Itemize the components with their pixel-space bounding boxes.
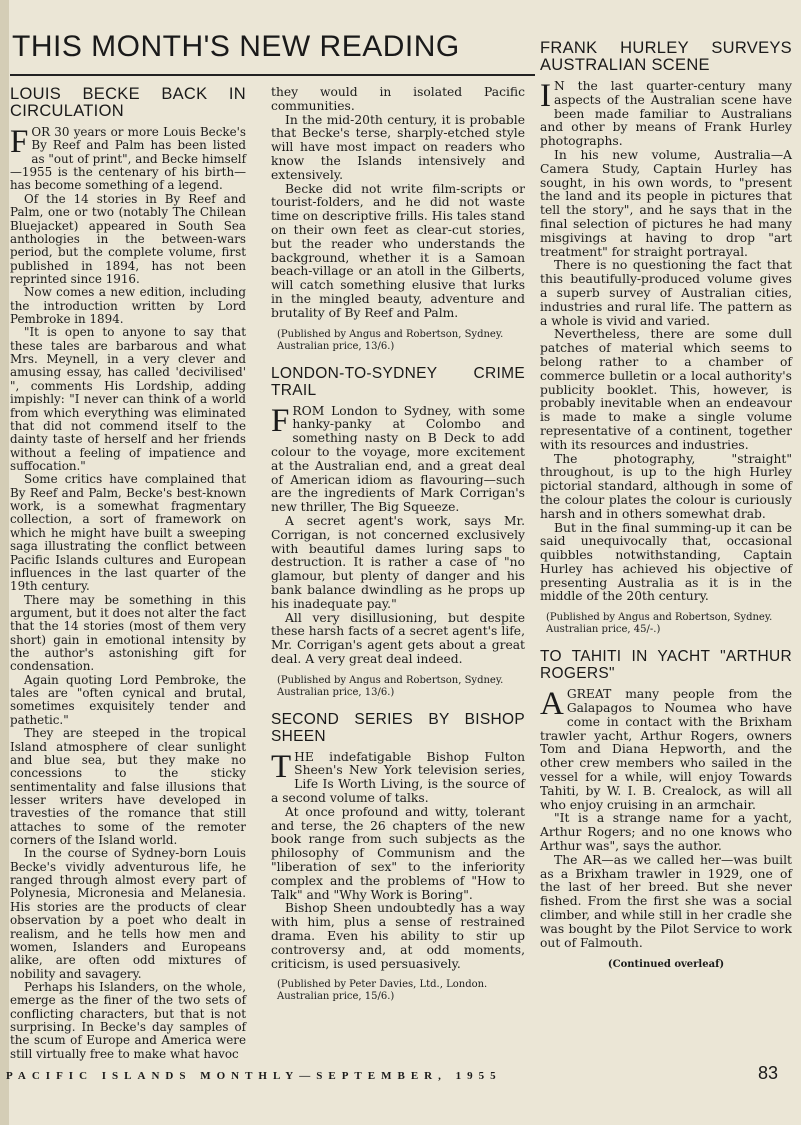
paragraph-text: ROM London to Sydney, with some hanky-panky at Colombo and something nasty on B Deck to add colour to the voyage, more excitement at the Australian end, and a great deal of American idiom as flavouring—such are the ingredients of Mark Corrigan's new thriller, The Big Squeeze. (271, 403, 525, 515)
paragraph: All very disillusioning, but despite these harsh facts of a secret agent's life, Mr. Corrigan's agent gets about a great deal. A very great deal indeed. (271, 610, 525, 666)
paragraph: In his new volume, Australia—A Camera Study, Captain Hurley has sought, in his own words, to "present the land and its people in pictures that tell the story", and he says that in the final selection of pictures he had many misgivings at having to drop "art treatment" for straight portrayal. (540, 147, 792, 259)
paragraph: "It is open to anyone to say that these tales are barbarous and what Mrs. Meynell, in a very clever and amusing essay, has called 'decivilised' ", comments His Lordship, adding impishly: "I never can think of a world from which everything was eliminated that did not commend itself to the dainty taste of herself and her friends without a feeling of impatience and suffocation." (10, 325, 246, 473)
paragraph (271, 748, 525, 806)
paragraph: But in the final summing-up it can be said unequivocally that, occasional quibbles notwithstanding, Captain Hurley has achieved his objective of presenting Australia as it is in the middle of the 20th century. (540, 520, 792, 604)
article-headline-crime-trail: LONDON-TO-SYDNEY CRIME TRAIL (271, 364, 525, 399)
publisher-note: (Published by Peter Davies, Ltd., London. Australian price, 15/6.) (277, 979, 488, 1003)
paragraph: A secret agent's work, says Mr. Corrigan, is not concerned exclusively with beautiful dames luring saps to destruction. It is rather a case of "no glamour, but plenty of danger and his bank balance dwindling as he props up his inadequate pay." (271, 513, 525, 611)
paragraph: They are steeped in the tropical Island atmosphere of clear sunlight and blue sea, but they make no concessions to the sticky sentimentality and false illusions that lesser writers have developed in travesties of the romance that still attaches to some of the remoter corners of the Island world. (10, 726, 246, 848)
column-1 (10, 86, 246, 1061)
publisher-note: (Published by Angus and Robertson, Sydney. Australian price, 13/6.) (277, 674, 504, 698)
article-headline-hurley: FRANK HURLEY SURVEYS AUSTRALIAN SCENE (540, 39, 792, 74)
drop-cap: F (271, 402, 290, 439)
paragraph-text: N the last quarter-century many aspects of the Australian scene have been made familiar to Australians and other by means of Frank Hurley photographs. (540, 79, 792, 149)
paragraph: The AR—as we called her—was built as a Brixham trawler in 1929, one of the last of her breed. But she never fished. From the first she was a social climber, and while still in her cradle she was bought by the Pilot Service to work out of Falmouth. (540, 852, 792, 950)
continued-note: (Continued overleaf) (607, 959, 725, 971)
paragraph: There may be something in this argument, but it does not alter the fact that the 14 stories (most of them very short) gain in emotional intensity by the author's astonishing gift for condensation. (10, 592, 246, 674)
paragraph-text: GREAT many people from the Galapagos to Noumea who have come in contact with the Brixham trawler yacht, Arthur Rogers, owners Tom and Diana Hepworth, and the other crew members who sailed in the vessel for a while, will enjoy Towards Tahiti, by W. I. B. Crealock, as will all who enjoy cruising in an armchair. (540, 687, 792, 812)
page-footer: PACIFIC ISLANDS MONTHLY—SEPTEMBER, 1955 (6, 1070, 502, 1082)
paragraph: Nevertheless, there are some dull patches of material which seems to belong rather to a chamber of commerce bulletin or a local authority's publicity booklet. This, however, is probably inevitable when an endeavour is made to make a single volume representative of a continent, together with its resources and industries. (540, 327, 792, 452)
paragraph: At once profound and witty, tolerant and terse, the 26 chapters of the new book range from such subjects as the philosophy of Communism and the "liberation of sex" to the inferiority complex and the problems of "How to Talk" and "Why Work is Boring". (271, 804, 525, 902)
page-number: 83 (758, 1063, 779, 1083)
paragraph: The photography, "straight" throughout, is up to the high Hurley pictorial standard, although in some of the colour plates the colour is curiously harsh and in others somewhat drab. (540, 451, 792, 521)
paragraph-text: OR 30 years or more Louis Becke's By Reef and Palm has been listed as "out of print", and Becke himself—1955 is the centenary of his birth—has become something of a legend. (10, 125, 246, 193)
paragraph (540, 688, 792, 812)
paragraph: "It is a strange name for a yacht, Arthur Rogers; and no one knows who Arthur was", says the author. (540, 811, 792, 854)
paragraph: In the course of Sydney-born Louis Becke's vividly adventurous life, he ranged through almost every part of Polynesia, Micronesia and Melanesia. His stories are the products of clear observation by a poet who dealt in realism, and he tells how men and women, Islanders and Europeans alike, are often odd mixtures of nobility and savagery. (10, 846, 246, 981)
column-2 (271, 86, 525, 1003)
article-headline-tahiti: TO TAHITI IN YACHT "ARTHUR ROGERS" (540, 648, 792, 683)
paragraph: Now comes a new edition, including the introduction written by Lord Pembroke in 1894. (10, 285, 246, 327)
drop-cap: A (540, 686, 564, 723)
publisher-note: (Published by Angus and Robertson, Sydney. Australian price, 13/6.) (277, 328, 504, 352)
drop-cap: F (10, 124, 29, 160)
paragraph: Bishop Sheen undoubtedly has a way with him, plus a sense of restrained drama. Even his ability to stir up controversy and, at odd moments, criticism, is used persuasively. (271, 901, 525, 971)
article-headline-bishop-sheen: SECOND SERIES BY BISHOP SHEEN (271, 710, 525, 745)
paragraph (540, 80, 792, 149)
paragraph-text: HE indefatigable Bishop Fulton Sheen's New York television series, Life Is Worth Living, is the source of a second volume of talks. (271, 749, 525, 806)
drop-cap: I (540, 78, 551, 114)
paragraph: In the mid-20th century, it is probable that Becke's terse, sharply-etched style will have most impact on readers who know the Islands intensively and extensively. (271, 112, 525, 182)
paragraph: Of the 14 stories in By Reef and Palm, one or two (notably The Chilean Bluejacket) appeared in South Sea anthologies in the between-wars period, but the complete volume, first published in 1894, has not been reprinted since 1916. (10, 191, 246, 286)
drop-cap: T (271, 748, 292, 785)
masthead-rule (10, 74, 535, 76)
page-masthead: THIS MONTH'S NEW READING (12, 30, 460, 63)
article-headline-becke: LOUIS BECKE BACK IN CIRCULATION (10, 85, 246, 120)
paragraph: Perhaps his Islanders, on the whole, emerge as the finer of the two sets of conflicting characters, but that is not surprising. In Becke's day samples of the scum of Europe and America were still virtually free to make what havoc (10, 980, 246, 1061)
publisher-note: (Published by Angus and Robertson, Sydney. Australian price, 45/-.) (546, 612, 773, 636)
paragraph: Again quoting Lord Pembroke, the tales are "often cynical and brutal, sometimes exquisitely tender and pathetic." (10, 672, 246, 727)
paragraph: There is no questioning the fact that this beautifully-produced volume gives a superb survey of Australian cities, industries and rural life. The pattern as a whole is vivid and varied. (540, 258, 792, 328)
paragraph: they would in isolated Pacific communities. (271, 85, 525, 113)
paragraph (271, 402, 525, 515)
paragraph: Becke did not write film-scripts or tourist-folders, and he did not waste time on descriptive frills. His tales stand on their own feet as clear-cut stories, but the reader who understands the background, whether it is a Samoan beach-village or an atoll in the Gilberts, will catch something elusive that lurks in the mingled beauty, adventure and brutality of By Reef and Palm. (271, 181, 525, 320)
column-3 (540, 40, 792, 972)
paragraph: Some critics have complained that By Reef and Palm, Becke's best-known work, is a somewhat fragmentary collection, a sort of framework on which he might have built a sweeping saga illustrating the conflict between Pacific Islands cultures and European influences in the last quarter of the 19th century. (10, 472, 246, 594)
paragraph (10, 126, 246, 193)
page-edge-shadow (0, 0, 9, 1125)
